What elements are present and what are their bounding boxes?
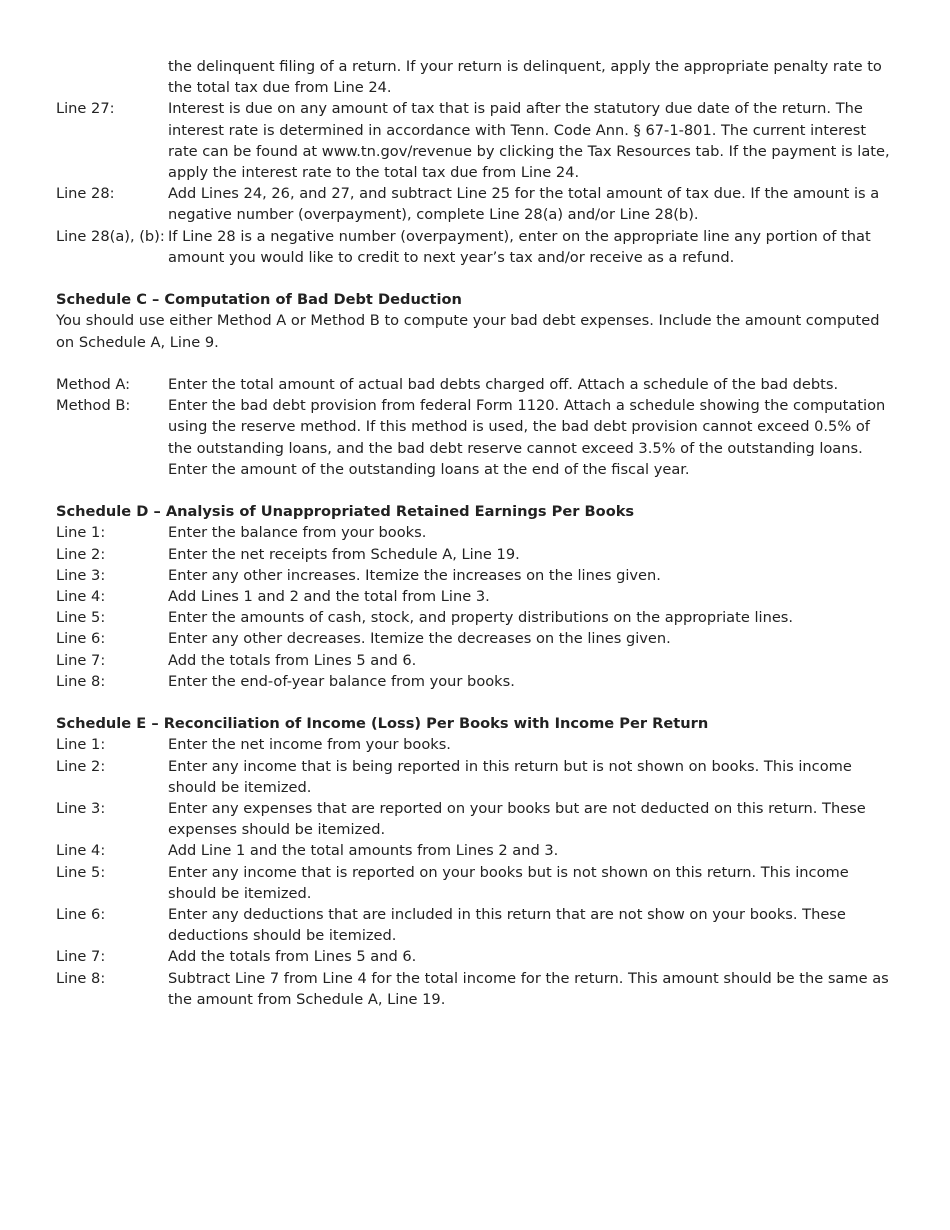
line-item	[56, 840, 896, 861]
line-item	[56, 671, 896, 692]
schedule-d-title: Schedule D – Analysis of Unappropriated Retained Earnings Per Books	[56, 503, 635, 521]
line-text: Enter the total amount of actual bad debts charged off. Attach a schedule of the bad debts.	[168, 376, 839, 394]
schedule-e-section	[56, 713, 896, 1010]
line-label: Line 27:	[56, 100, 115, 118]
line-item	[56, 628, 896, 649]
line-label: Line 1:	[56, 736, 106, 754]
line-item	[56, 226, 896, 268]
line-label: Line 5:	[56, 863, 106, 881]
line-label: Line 6:	[56, 906, 106, 924]
line-text: If Line 28 is a negative number (overpayment), enter on the appropriate line any portion of that amount you would like to credit to next year’s tax and/or receive as a refund.	[168, 227, 871, 266]
line-text: Add Line 1 and the total amounts from Lines 2 and 3.	[168, 842, 559, 860]
line-item	[56, 544, 896, 565]
line-item	[56, 374, 896, 395]
line-label: Line 8:	[56, 969, 106, 987]
line-item	[56, 395, 896, 480]
line-text: Enter the end-of-year balance from your books.	[168, 672, 515, 690]
line-label: Line 28:	[56, 185, 115, 203]
line-label: Line 1:	[56, 524, 106, 542]
line-label: Line 2:	[56, 545, 106, 563]
line-item	[56, 522, 896, 543]
line-item	[56, 586, 896, 607]
line-text: Enter any income that is reported on your books but is not shown on this return. This income should be itemized.	[168, 863, 849, 902]
line-label: Method A:	[56, 376, 131, 394]
line-text: Enter any other increases. Itemize the increases on the lines given.	[168, 566, 661, 584]
schedule-e-title: Schedule E – Reconciliation of Income (Loss) Per Books with Income Per Return	[56, 715, 709, 733]
line-label: Line 28(a), (b):	[56, 227, 165, 245]
line-text: Enter any other decreases. Itemize the decreases on the lines given.	[168, 630, 671, 648]
line-text: Enter the amounts of cash, stock, and property distributions on the appropriate lines.	[168, 609, 794, 627]
line-label: Method B:	[56, 397, 131, 415]
line-text: Enter the bad debt provision from federal Form 1120. Attach a schedule showing the computation using the reserve method. If this method is used, the bad debt provision cannot exceed 0.5% of the outstanding loans, and the bad debt reserve cannot exceed 3.5% of the outstanding loans. Enter the amount of the outstanding loans at the end of the fiscal year.	[168, 397, 886, 478]
line-text: Enter any income that is being reported in this return but is not shown on books. This income should be itemized.	[168, 757, 852, 796]
schedule-d-section	[56, 501, 896, 692]
line-label: Line 2:	[56, 757, 106, 775]
spacer	[56, 353, 896, 374]
line-text: Enter any deductions that are included in this return that are not show on your books. These deductions should be itemized.	[168, 906, 846, 945]
line-label: Line 4:	[56, 842, 106, 860]
line-item	[56, 98, 896, 183]
schedule-c-intro: You should use either Method A or Method B to compute your bad debt expenses. Include the amount computed on Schedule A, Line 9.	[56, 312, 880, 351]
line-label: Line 4:	[56, 588, 106, 606]
instructions-page	[56, 56, 896, 1010]
line-item	[56, 650, 896, 671]
line-item	[56, 904, 896, 946]
schedule-c-title: Schedule C – Computation of Bad Debt Deduction	[56, 291, 462, 309]
line-text: Add the totals from Lines 5 and 6.	[168, 651, 417, 669]
line-text: Add Lines 1 and 2 and the total from Line 3.	[168, 588, 490, 606]
schedule-c-section	[56, 289, 896, 480]
line-item	[56, 946, 896, 967]
line-text: Interest is due on any amount of tax that is paid after the statutory due date of the return. The interest rate is determined in accordance with Tenn. Code Ann. § 67-1-801. The current interest rate can be found at www.tn.gov/revenue by clicking the Tax Resources tab. If the payment is late, apply the interest rate to the total tax due from Line 24.	[168, 100, 890, 182]
line-item	[56, 756, 896, 798]
line-item	[56, 968, 896, 1010]
line-text: Add the totals from Lines 5 and 6.	[168, 948, 417, 966]
line-label: Line 6:	[56, 630, 106, 648]
line-text: Enter the net receipts from Schedule A, Line 19.	[168, 545, 520, 563]
line-item	[56, 862, 896, 904]
continuation-text: the delinquent filing of a return. If your return is delinquent, apply the appropriate penalty rate to the total tax due from Line 24.	[168, 58, 882, 97]
line-label: Line 8:	[56, 672, 106, 690]
line-item	[56, 183, 896, 225]
line-item	[56, 607, 896, 628]
top-lines	[56, 98, 896, 268]
line-label: Line 5:	[56, 609, 106, 627]
line-text: Enter any expenses that are reported on your books but are not deducted on this return. These expenses should be itemized.	[168, 800, 866, 839]
line-item	[56, 798, 896, 840]
line-label: Line 3:	[56, 800, 106, 818]
line-label: Line 7:	[56, 948, 106, 966]
line-text: Enter the net income from your books.	[168, 736, 451, 754]
line-item	[56, 734, 896, 755]
line-label: Line 3:	[56, 566, 106, 584]
line-label: Line 7:	[56, 651, 106, 669]
line-text: Subtract Line 7 from Line 4 for the total income for the return. This amount should be the same as the amount from Schedule A, Line 19.	[168, 969, 889, 1008]
line-text: Enter the balance from your books.	[168, 524, 427, 542]
line-item	[56, 565, 896, 586]
line-text: Add Lines 24, 26, and 27, and subtract Line 25 for the total amount of tax due. If the amount is a negative number (overpayment), complete Line 28(a) and/or Line 28(b).	[168, 185, 880, 224]
